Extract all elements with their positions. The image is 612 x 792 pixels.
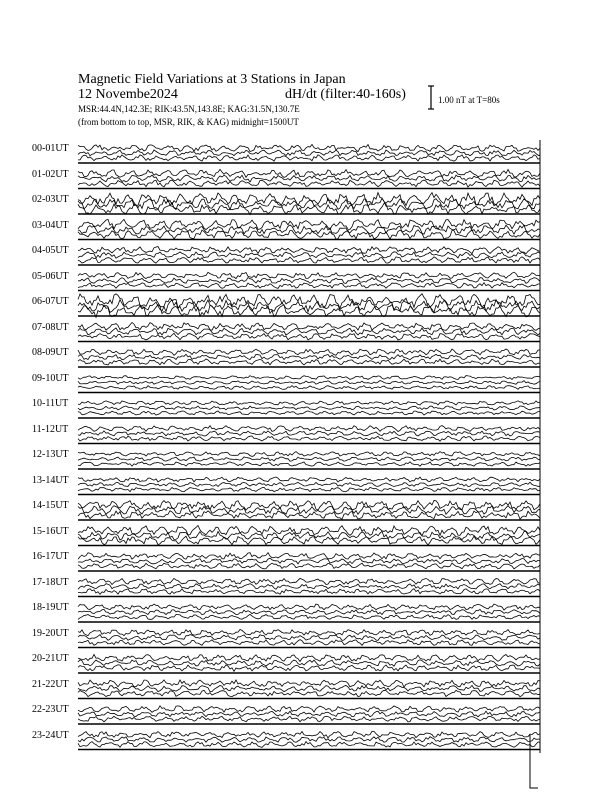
trace-rik: [78, 150, 540, 156]
row-label: 12-13UT: [32, 449, 69, 460]
trace-msr: [78, 716, 540, 722]
row-label: 02-03UT: [32, 194, 69, 205]
trace-kag: [78, 272, 540, 278]
row-label: 20-21UT: [32, 653, 69, 664]
trace-kag: [78, 553, 540, 560]
trace-msr: [78, 640, 540, 646]
trace-msr: [78, 203, 540, 214]
trace-rik: [78, 584, 540, 590]
trace-rik: [78, 635, 540, 641]
trace-kag: [78, 477, 540, 482]
station-coordinates: MSR:44.4N,142.3E; RIK:43.5N,143.8E; KAG:31.5N,130.7E: [78, 104, 300, 114]
row-label: 14-15UT: [32, 500, 69, 511]
trace-rik: [78, 406, 540, 410]
chart-quantity: dH/dt (filter:40-160s): [285, 87, 406, 102]
row-label: 04-05UT: [32, 245, 69, 256]
trace-msr: [78, 411, 540, 415]
trace-rik: [78, 431, 540, 436]
row-label: 23-24UT: [32, 729, 69, 741]
station-order-note: (from bottom to top, MSR, RIK, & KAG) midnight=1500UT: [78, 117, 299, 127]
trace-rik: [78, 328, 540, 335]
row-label: 06-07UT: [32, 296, 69, 307]
row-label: 11-12UT: [32, 423, 69, 435]
trace-kag: [78, 323, 540, 331]
row-label: 17-18UT: [32, 576, 69, 588]
chart-date: 12 Novembe2024: [78, 87, 178, 102]
row-label: 16-17UT: [32, 551, 69, 562]
trace-msr: [78, 180, 540, 187]
scale-label: 1.00 nT at T=80s: [438, 95, 500, 105]
trace-kag: [78, 401, 540, 405]
row-label: 10-11UT: [32, 398, 69, 409]
trace-msr: [78, 563, 540, 569]
trace-rik: [78, 558, 540, 564]
trace-msr: [78, 333, 540, 340]
row-label: 07-08UT: [32, 321, 69, 333]
trace-rik: [78, 506, 540, 515]
trace-msr: [78, 614, 540, 619]
trace-msr: [78, 665, 540, 672]
trace-rik: [78, 685, 540, 691]
trace-rik: [78, 278, 540, 284]
trace-msr: [78, 436, 540, 441]
trace-rik: [78, 457, 540, 461]
trace-kag: [78, 604, 540, 610]
trace-kag: [78, 630, 540, 636]
trace-msr: [78, 283, 540, 289]
trace-msr: [78, 257, 540, 263]
row-label: 22-23UT: [32, 704, 69, 715]
row-label: 13-14UT: [32, 474, 69, 486]
row-label: 05-06UT: [32, 270, 69, 282]
trace-msr: [78, 359, 540, 365]
row-label: 15-16UT: [32, 525, 69, 537]
trace-kag: [78, 144, 540, 151]
trace-rik: [78, 609, 540, 614]
row-label: 18-19UT: [32, 602, 69, 613]
trace-kag: [78, 169, 540, 177]
trace-rik: [78, 737, 540, 743]
trace-rik: [78, 175, 540, 182]
row-label: 03-04UT: [32, 219, 69, 231]
row-label: 21-22UT: [32, 678, 69, 690]
trace-msr: [78, 487, 540, 492]
trace-kag: [78, 452, 540, 457]
trace-kag: [78, 706, 540, 713]
trace-msr: [78, 690, 540, 696]
trace-kag: [78, 578, 540, 584]
row-label: 08-09UT: [32, 347, 69, 358]
trace-msr: [78, 462, 540, 466]
trace-kag: [78, 349, 540, 355]
row-label: 19-20UT: [32, 627, 69, 639]
trace-msr: [78, 155, 540, 161]
trace-msr: [78, 742, 540, 748]
trace-rik: [78, 482, 540, 486]
trace-kag: [78, 426, 540, 432]
trace-rik: [78, 660, 540, 666]
row-label: 09-10UT: [32, 372, 69, 384]
trace-msr: [78, 230, 540, 239]
row-label: 00-01UT: [32, 143, 69, 154]
trace-kag: [78, 376, 540, 380]
trace-kag: [78, 294, 540, 309]
trace-msr: [78, 386, 540, 390]
trace-rik: [78, 711, 540, 717]
trace-kag: [78, 731, 540, 738]
trace-msr: [78, 511, 540, 520]
trace-kag: [78, 247, 540, 254]
trace-rik: [78, 354, 540, 360]
row-label: 01-02UT: [32, 168, 69, 180]
trace-msr: [78, 589, 540, 595]
trace-msr: [78, 536, 540, 545]
trace-rik: [78, 381, 540, 385]
chart-title: Magnetic Field Variations at 3 Stations in Japan: [78, 72, 346, 87]
